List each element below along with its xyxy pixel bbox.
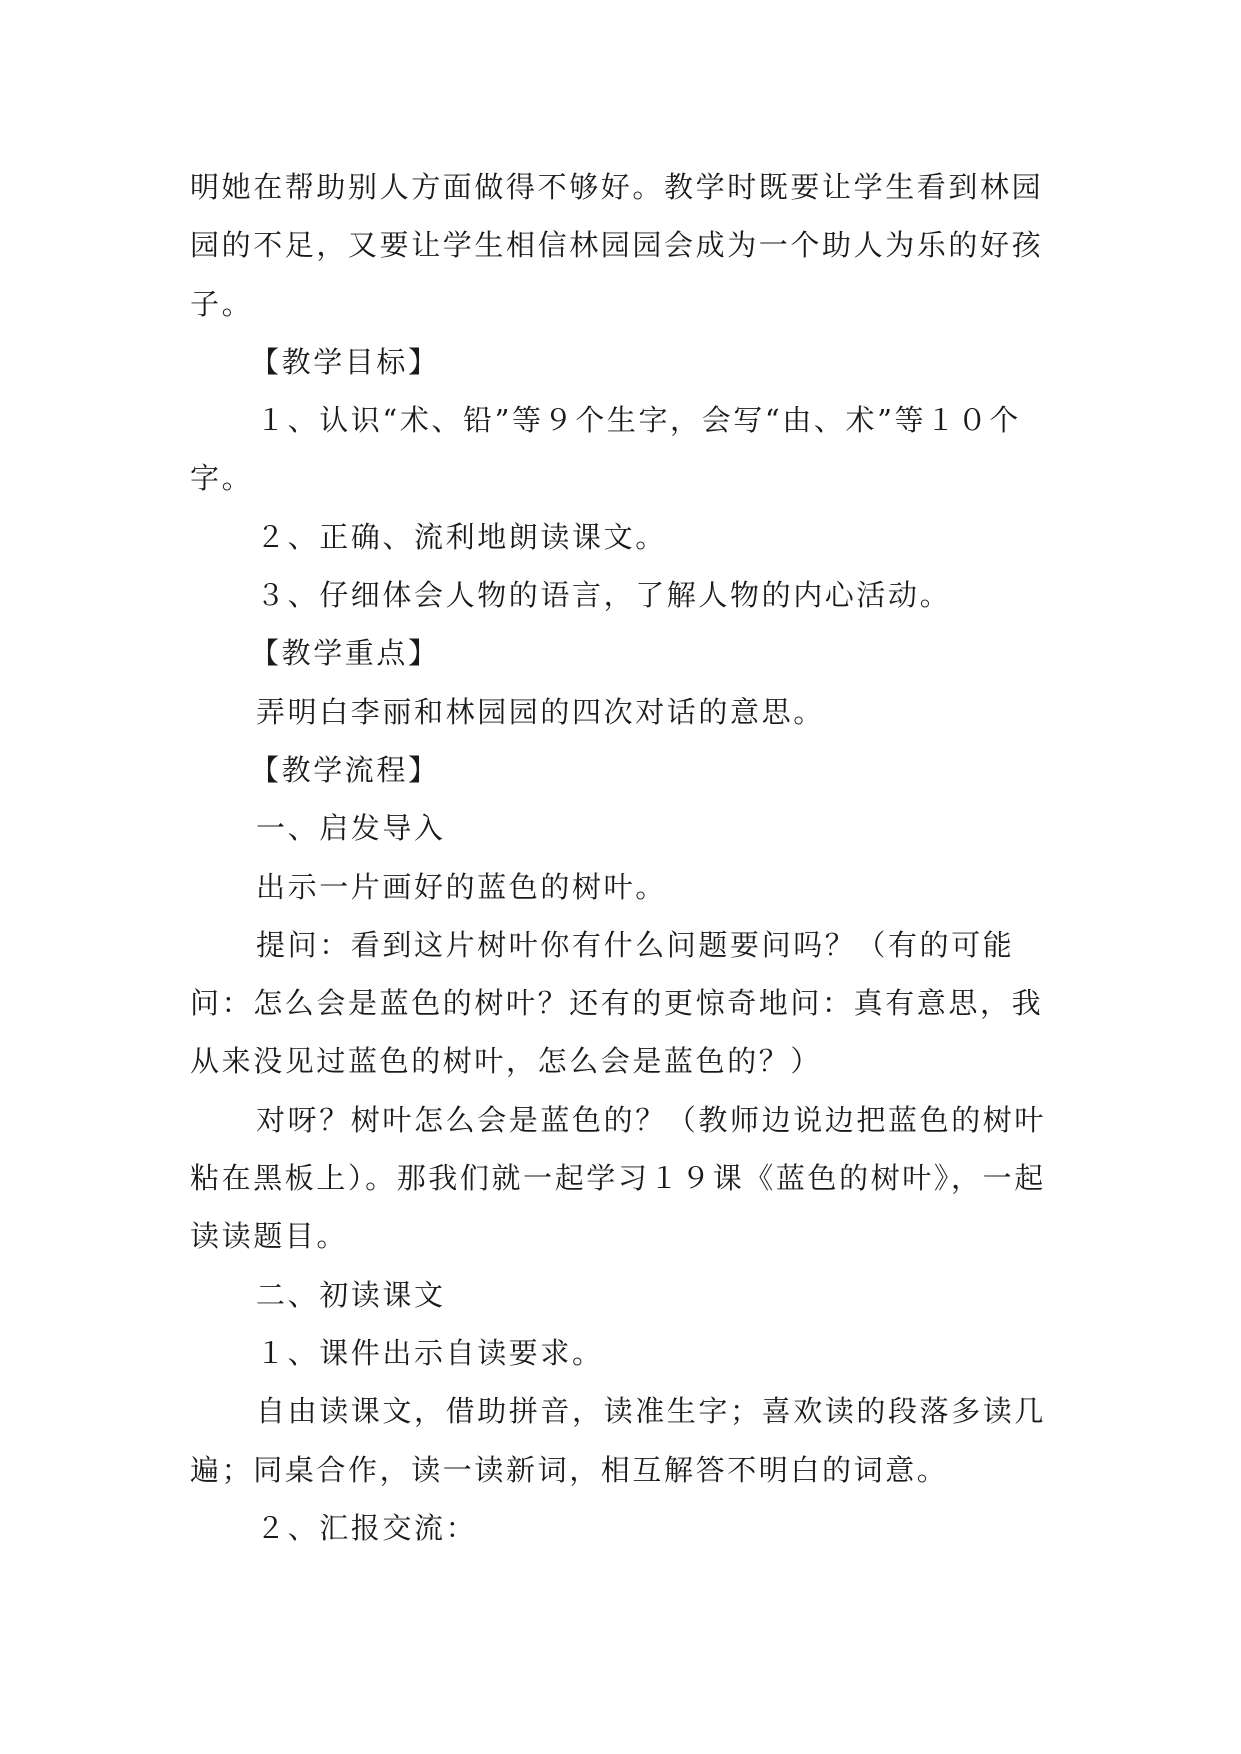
step-2-item-2: ２、汇报交流： — [256, 1510, 478, 1545]
step-1-text-c: 对呀？树叶怎么会是蓝色的？（教师边说边把蓝色的树叶粘在黑板上）。那我们就一起学习１９课《蓝色的树叶》，一起读读题目。 — [190, 1102, 1047, 1254]
step-1-text-b: 提问：看到这片树叶你有什么问题要问吗？（有的可能问：怎么会是蓝色的树叶？还有的更惊奇地问：真有意思，我从来没见过蓝色的树叶，怎么会是蓝色的？） — [190, 927, 1044, 1079]
step-heading-2: 二、初读课文 — [256, 1277, 446, 1312]
paragraph-continuation: 明她在帮助别人方面做得不够好。教学时既要让学生看到林园园的不足，又要让学生相信林园园会成为一个助人为乐的好孩子。 — [190, 170, 1044, 321]
step-2-item-1: １、课件出示自读要求。 — [256, 1335, 604, 1370]
step-2-item-1-text: 自由读课文，借助拼音，读准生字；喜欢读的段落多读几遍；同桌合作，读一读新词，相互解答不明白的词意。 — [190, 1394, 1047, 1487]
goal-item-1: １、认识“术、铅”等９个生字，会写“由、术”等１０个字。 — [190, 403, 1021, 496]
goal-item-3: ３、仔细体会人物的语言，了解人物的内心活动。 — [256, 578, 952, 613]
document-body — [190, 158, 1050, 1557]
step-heading-1: 一、启发导入 — [256, 811, 446, 846]
focus-text: 弄明白李丽和林园园的四次对话的意思。 — [256, 694, 825, 729]
section-heading-teaching-goals: 【教学目标】 — [250, 344, 440, 379]
step-1-text-a: 出示一片画好的蓝色的树叶。 — [256, 869, 667, 904]
section-heading-teaching-focus: 【教学重点】 — [250, 636, 440, 671]
section-heading-teaching-process: 【教学流程】 — [250, 752, 440, 787]
goal-item-2: ２、正确、流利地朗读课文。 — [256, 519, 667, 554]
